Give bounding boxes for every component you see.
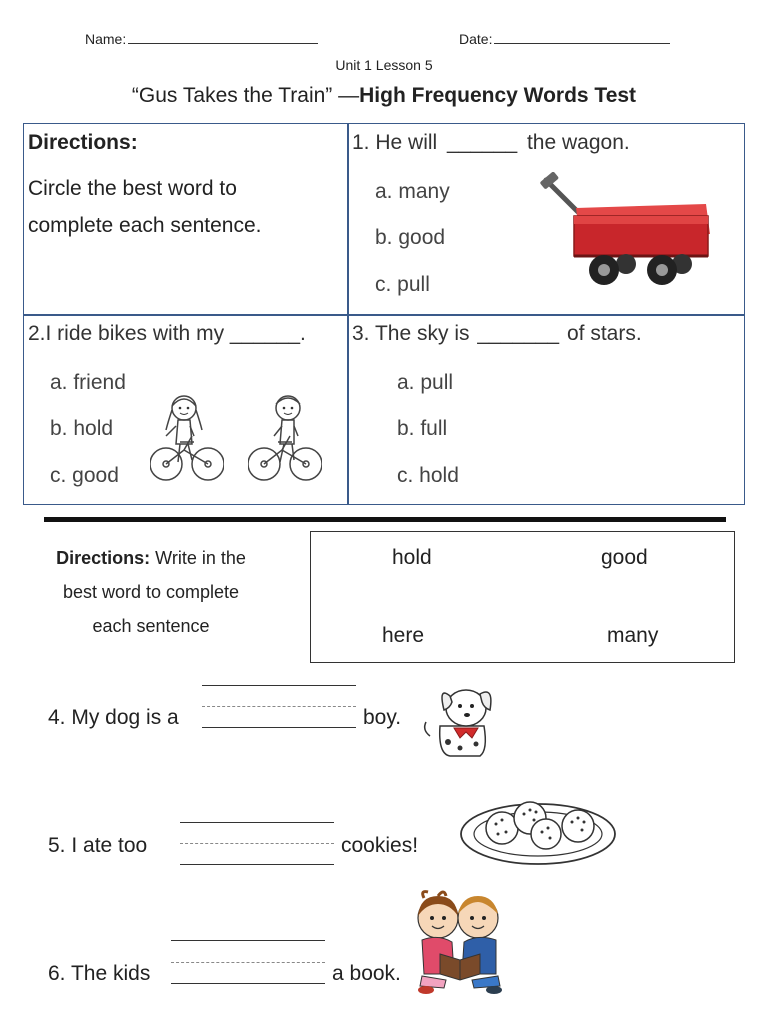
question-2-blank: ______ bbox=[229, 322, 300, 345]
wagon-image bbox=[538, 172, 714, 294]
question-1: 1. He will ______ the wagon. bbox=[352, 131, 630, 154]
q3-option-a[interactable]: a. pull bbox=[397, 371, 454, 394]
grid-divider-horizontal bbox=[23, 314, 745, 316]
page-title bbox=[0, 84, 768, 108]
question-1-blank: ______ bbox=[447, 131, 518, 154]
cookie-plate-image bbox=[458, 796, 618, 868]
word-bank-item: many bbox=[607, 624, 659, 647]
name-line[interactable] bbox=[128, 43, 318, 44]
q1-option-a[interactable]: a. many bbox=[375, 180, 450, 203]
girl-on-bike-image bbox=[150, 392, 224, 486]
question-3: 3. The sky is _______ of stars. bbox=[352, 322, 642, 345]
test-title: High Frequency Words Test bbox=[359, 84, 637, 107]
q1-option-b[interactable]: b. good bbox=[375, 226, 446, 249]
writing-line-mid bbox=[202, 706, 356, 707]
directions-heading: Directions: bbox=[28, 131, 138, 154]
dog-image bbox=[420, 680, 502, 760]
date-line[interactable] bbox=[494, 43, 670, 44]
word-bank-item: hold bbox=[392, 546, 432, 569]
unit-lesson: Unit 1 Lesson 5 bbox=[335, 57, 433, 73]
sentence-4-start: 4. My dog is a bbox=[48, 706, 179, 729]
sentence-5-end: cookies! bbox=[341, 834, 419, 857]
directions-line-1: Circle the best word to bbox=[28, 177, 237, 200]
q2-option-b[interactable]: b. hold bbox=[50, 417, 114, 440]
sentence-6-start: 6. The kids bbox=[48, 962, 151, 985]
sentence-4-end: boy. bbox=[363, 706, 402, 729]
writing-line-mid bbox=[180, 843, 334, 844]
answer-line-4[interactable] bbox=[202, 727, 356, 728]
q3-option-c[interactable]: c. hold bbox=[397, 464, 459, 487]
answer-line-6[interactable] bbox=[171, 983, 325, 984]
section-divider bbox=[44, 517, 726, 522]
q2-option-a[interactable]: a. friend bbox=[50, 371, 126, 394]
part2-directions: Directions: Write in the best word to complete each sentence bbox=[56, 548, 246, 636]
date-field bbox=[459, 31, 670, 47]
q1-option-c[interactable]: c. pull bbox=[375, 273, 430, 296]
sentence-5-start: 5. I ate too bbox=[48, 834, 148, 857]
writing-line-top bbox=[171, 940, 325, 941]
name-field bbox=[85, 31, 318, 47]
kids-reading-image bbox=[416, 888, 504, 996]
word-bank bbox=[310, 531, 735, 663]
date-label: Date: bbox=[459, 31, 493, 47]
writing-line-top bbox=[180, 822, 334, 823]
writing-line-top bbox=[202, 685, 356, 686]
question-2: 2.I ride bikes with my ______. bbox=[28, 322, 306, 345]
word-bank-item: here bbox=[382, 624, 425, 647]
answer-line-5[interactable] bbox=[180, 864, 334, 865]
story-title: “Gus Takes the Train” — bbox=[131, 84, 360, 107]
part2-directions-heading: Directions: bbox=[56, 548, 151, 568]
q3-option-b[interactable]: b. full bbox=[397, 417, 448, 440]
writing-line-mid bbox=[171, 962, 325, 963]
boy-on-bike-image bbox=[248, 392, 322, 486]
sentence-6-end: a book. bbox=[332, 962, 401, 985]
name-label: Name: bbox=[85, 31, 127, 47]
question-3-blank: _______ bbox=[477, 322, 560, 345]
directions-line-2: complete each sentence. bbox=[28, 214, 262, 237]
q2-option-c[interactable]: c. good bbox=[50, 464, 119, 487]
word-bank-item: good bbox=[601, 546, 648, 569]
